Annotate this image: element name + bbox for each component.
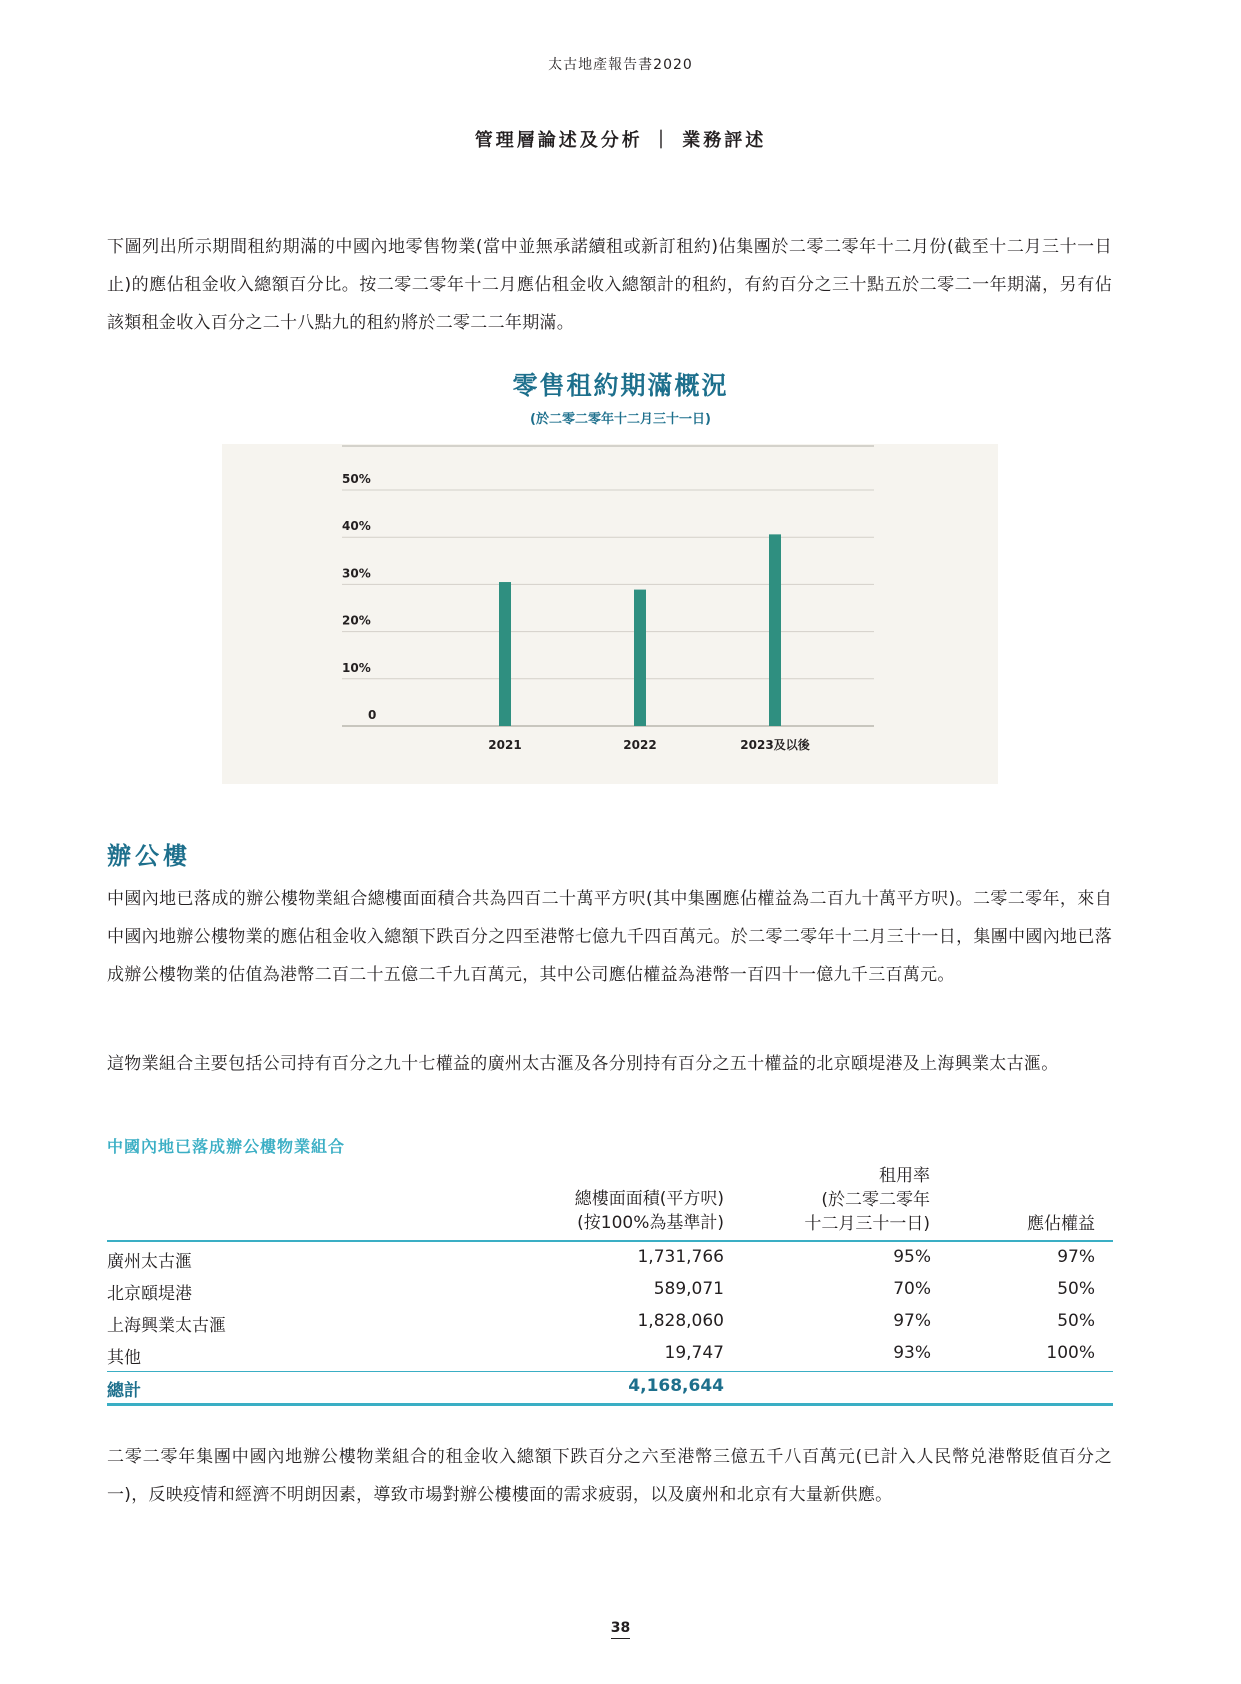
table-row	[107, 1307, 1113, 1339]
bar	[634, 590, 646, 726]
row-interest: 50%	[1057, 1311, 1095, 1331]
x-tick-label: 2021	[488, 738, 522, 752]
chart-panel	[222, 444, 998, 784]
y-tick-label: 50%	[342, 472, 371, 486]
row-area: 19,747	[664, 1343, 724, 1363]
report-title: 太古地產報告書2020	[548, 57, 693, 73]
row-interest: 50%	[1057, 1279, 1095, 1299]
column-header-occupancy	[760, 1164, 930, 1236]
x-tick-label: 2023及以後	[740, 738, 810, 752]
y-tick-label: 20%	[342, 613, 371, 628]
column-header-interest: 應佔權益	[1027, 1214, 1095, 1234]
total-label: 總計	[107, 1381, 141, 1401]
table-total-row	[107, 1372, 1113, 1404]
bar	[499, 582, 511, 726]
row-occupancy: 70%	[893, 1279, 931, 1299]
row-interest: 97%	[1057, 1247, 1095, 1267]
row-area: 1,828,060	[637, 1311, 724, 1331]
column-header-area	[520, 1187, 724, 1235]
office-intro-paragraph: 中國內地已落成的辦公樓物業組合總樓面面積合共為四百二十萬平方呎(其中集團應佔權益為二百九十萬平方呎)。二零二零年，來自中國內地辦公樓物業的應佔租金收入總額下跌百分之四至港幣七億九千四百萬元。於二零二零年十二月三十一日，集團中國內地已落成辦公樓物業的估值為港幣二百二十五億二千九百萬元，其中公司應佔權益為港幣一百四十一億九千三百萬元。	[107, 889, 1112, 985]
row-name: 其他	[107, 1348, 141, 1368]
row-occupancy: 95%	[893, 1247, 931, 1267]
table-row	[107, 1275, 1113, 1307]
table-top-rule	[107, 1240, 1113, 1242]
y-tick-label: 30%	[342, 566, 371, 581]
row-name: 廣州太古滙	[107, 1252, 192, 1272]
table-row	[107, 1243, 1113, 1275]
row-name: 北京頤堤港	[107, 1284, 192, 1304]
office-table-title: 中國內地已落成辦公樓物業組合	[107, 1137, 346, 1156]
column-header-occupancy-line2: (於二零二零年	[821, 1190, 930, 1210]
row-interest: 100%	[1046, 1343, 1095, 1363]
x-tick-label: 2022	[623, 738, 657, 752]
y-tick-label: 10%	[342, 660, 371, 675]
bar	[769, 534, 781, 726]
chart-subtitle: (於二零二零年十二月三十一日)	[530, 412, 711, 427]
row-name: 上海興業太古滙	[107, 1316, 226, 1336]
section-heading: 管理層論述及分析 ｜ 業務評述	[474, 130, 767, 151]
row-occupancy: 93%	[893, 1343, 931, 1363]
row-area: 1,731,766	[637, 1247, 724, 1267]
column-header-area-line1: 總樓面面積(平方呎)	[574, 1189, 724, 1209]
y-tick-label: 0	[368, 708, 377, 722]
page-number-text: 38	[611, 1620, 630, 1639]
column-header-occupancy-line1: 租用率	[879, 1166, 930, 1186]
row-occupancy: 97%	[893, 1311, 931, 1331]
chart-title: 零售租約期滿概況	[512, 371, 729, 400]
office-income-paragraph: 二零二零年集團中國內地辦公樓物業組合的租金收入總額下跌百分之六至港幣三億五千八百萬元(已計入人民幣兑港幣貶值百分之一)，反映疫情和經濟不明朗因素，導致市場對辦公樓樓面的需求疲弱，以及廣州和北京有大量新供應。	[107, 1447, 1112, 1505]
column-header-occupancy-line3: 十二月三十一日)	[804, 1214, 930, 1234]
y-tick-label: 40%	[342, 519, 371, 534]
office-heading: 辦公樓	[107, 842, 191, 870]
retail-expiry-paragraph: 下圖列出所示期間租約期滿的中國內地零售物業(當中並無承諾續租或新訂租約)佔集團於二零二零年十二月份(截至十二月三十一日止)的應佔租金收入總額百分比。按二零二零年十二月應佔租金收入總額計的租約，有約百分之三十點五於二零二一年期滿，另有佔該類租金收入百分之二十八點九的租約將於二零二二年期滿。	[107, 237, 1112, 333]
column-header-area-line2: (按100%為基準計)	[577, 1213, 724, 1233]
total-area: 4,168,644	[628, 1376, 724, 1396]
retail-expiry-bar-chart	[222, 444, 998, 784]
office-portfolio-paragraph: 這物業組合主要包括公司持有百分之九十七權益的廣州太古滙及各分別持有百分之五十權益的北京頤堤港及上海興業太古滙。	[107, 1054, 1059, 1074]
table-bottom-rule	[107, 1403, 1113, 1406]
row-area: 589,071	[653, 1279, 724, 1299]
table-row	[107, 1339, 1113, 1371]
page-number	[0, 1620, 1241, 1636]
